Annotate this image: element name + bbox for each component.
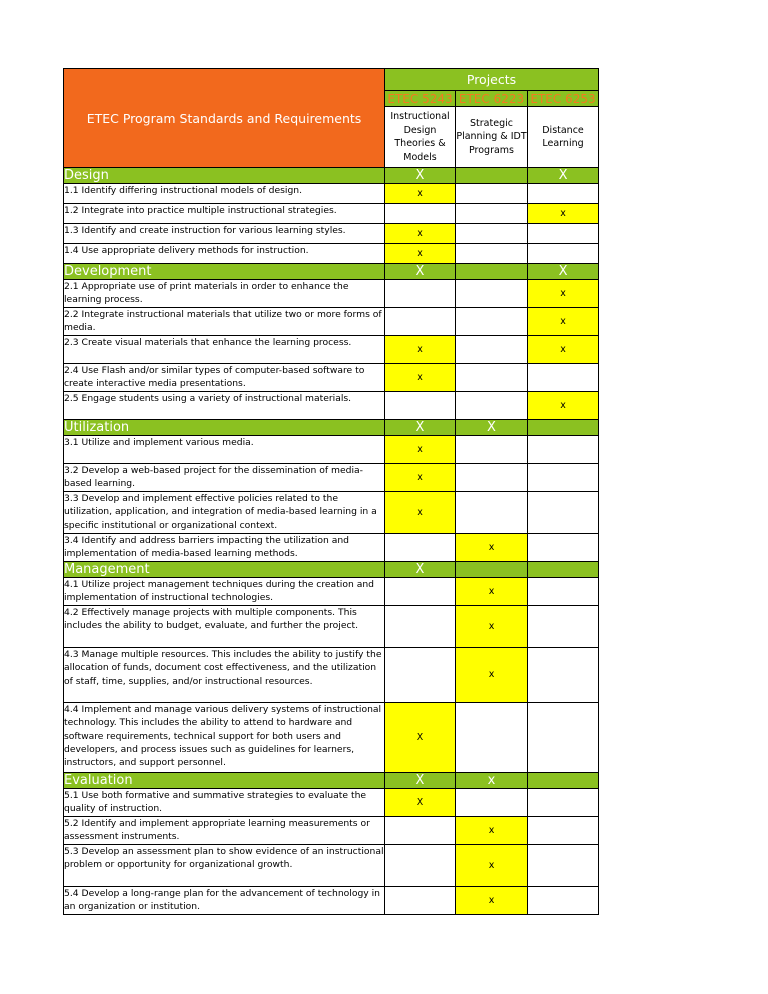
requirement-mark: x <box>456 577 528 605</box>
requirement-mark: x <box>456 534 528 562</box>
requirement-text: 3.3 Develop and implement effective policies related to the utilization, application, and integration of media-based learning in a specific institutional or organizational context. <box>64 492 385 534</box>
requirement-row <box>64 788 599 816</box>
requirement-mark: X <box>385 788 456 816</box>
section-title: Utilization <box>64 420 385 436</box>
section-mark: X <box>528 264 599 280</box>
section-row-evaluation <box>64 772 599 788</box>
section-mark: X <box>385 264 456 280</box>
requirement-mark <box>528 886 599 914</box>
requirement-mark <box>528 844 599 886</box>
requirement-mark <box>385 308 456 336</box>
course-name-etec-6253: Distance Learning <box>528 107 599 168</box>
standards-matrix-table <box>63 68 599 915</box>
requirement-mark <box>528 492 599 534</box>
section-mark <box>456 561 528 577</box>
requirement-mark <box>456 336 528 364</box>
section-mark <box>528 420 599 436</box>
requirement-row <box>64 184 599 204</box>
requirement-mark <box>385 605 456 647</box>
requirement-mark <box>385 280 456 308</box>
requirement-row <box>64 280 599 308</box>
requirement-mark <box>528 788 599 816</box>
requirement-mark <box>456 224 528 244</box>
requirement-text: 1.4 Use appropriate delivery methods for instruction. <box>64 244 385 264</box>
requirement-mark: x <box>385 364 456 392</box>
section-mark: X <box>528 168 599 184</box>
projects-header: Projects <box>385 69 599 91</box>
requirement-mark <box>456 184 528 204</box>
requirement-mark: x <box>385 224 456 244</box>
requirement-mark <box>528 647 599 702</box>
requirement-row <box>64 392 599 420</box>
section-mark <box>528 772 599 788</box>
requirement-mark: x <box>456 816 528 844</box>
requirement-text: 3.1 Utilize and implement various media. <box>64 436 385 464</box>
requirement-mark <box>456 244 528 264</box>
requirement-mark <box>528 605 599 647</box>
requirement-text: 4.1 Utilize project management techniques during the creation and implementation of instructional technologies. <box>64 577 385 605</box>
requirement-mark <box>528 224 599 244</box>
program-standards-title: ETEC Program Standards and Requirements <box>64 69 385 168</box>
requirement-text: 1.2 Integrate into practice multiple instructional strategies. <box>64 204 385 224</box>
section-mark: X <box>456 420 528 436</box>
requirement-mark <box>528 364 599 392</box>
requirement-mark <box>456 436 528 464</box>
requirement-mark <box>528 816 599 844</box>
requirement-mark <box>528 464 599 492</box>
requirement-row <box>64 492 599 534</box>
requirement-mark: x <box>528 204 599 224</box>
requirement-mark: x <box>385 336 456 364</box>
requirement-mark <box>528 577 599 605</box>
requirement-text: 2.2 Integrate instructional materials that utilize two or more forms of media. <box>64 308 385 336</box>
requirement-text: 4.3 Manage multiple resources. This includes the ability to justify the allocation of funds, document cost effectiveness, and the utilization of staff, time, supplies, and/or instructional resources. <box>64 647 385 702</box>
requirement-text: 2.4 Use Flash and/or similar types of computer-based software to create interactive media presentations. <box>64 364 385 392</box>
requirement-mark <box>456 702 528 772</box>
section-row-utilization <box>64 420 599 436</box>
requirement-row <box>64 886 599 914</box>
requirement-text: 1.3 Identify and create instruction for various learning styles. <box>64 224 385 244</box>
section-row-development <box>64 264 599 280</box>
requirement-mark <box>385 844 456 886</box>
section-mark: X <box>385 168 456 184</box>
section-row-management <box>64 561 599 577</box>
requirement-text: 5.1 Use both formative and summative strategies to evaluate the quality of instruction. <box>64 788 385 816</box>
requirement-mark <box>456 492 528 534</box>
requirement-mark <box>385 577 456 605</box>
requirement-row <box>64 702 599 772</box>
requirement-text: 1.1 Identify differing instructional models of design. <box>64 184 385 204</box>
requirement-mark <box>456 464 528 492</box>
requirement-mark: x <box>456 886 528 914</box>
requirement-mark <box>385 534 456 562</box>
requirement-mark: x <box>528 308 599 336</box>
requirement-row <box>64 204 599 224</box>
requirement-row <box>64 244 599 264</box>
requirement-mark: x <box>385 464 456 492</box>
requirement-mark: x <box>528 280 599 308</box>
requirement-mark: X <box>385 702 456 772</box>
requirement-row <box>64 647 599 702</box>
requirement-mark <box>385 392 456 420</box>
requirement-text: 4.2 Effectively manage projects with multiple components. This includes the ability to budget, evaluate, and further the project. <box>64 605 385 647</box>
requirement-mark <box>528 436 599 464</box>
requirement-mark <box>385 204 456 224</box>
requirement-row <box>64 224 599 244</box>
requirement-mark <box>456 364 528 392</box>
requirement-text: 2.3 Create visual materials that enhance the learning process. <box>64 336 385 364</box>
requirement-row <box>64 336 599 364</box>
requirement-row <box>64 816 599 844</box>
requirement-mark <box>385 647 456 702</box>
requirement-mark <box>456 788 528 816</box>
requirement-row <box>64 308 599 336</box>
requirement-mark <box>385 816 456 844</box>
requirement-mark <box>528 534 599 562</box>
requirement-text: 5.4 Develop a long-range plan for the advancement of technology in an organization or institution. <box>64 886 385 914</box>
requirement-text: 5.3 Develop an assessment plan to show evidence of an instructional problem or opportunity for organizational growth. <box>64 844 385 886</box>
requirement-row <box>64 534 599 562</box>
requirement-text: 4.4 Implement and manage various delivery systems of instructional technology. This includes the ability to attend to hardware and software requirements, technical support for both users and developers, and process issues such as guidelines for learners, instructors, and support personnel. <box>64 702 385 772</box>
requirement-text: 3.4 Identify and address barriers impacting the utilization and implementation of media-based learning methods. <box>64 534 385 562</box>
requirement-mark: x <box>385 436 456 464</box>
requirement-mark <box>456 308 528 336</box>
section-mark <box>528 561 599 577</box>
requirement-row <box>64 364 599 392</box>
section-mark: x <box>456 772 528 788</box>
requirement-mark: x <box>456 844 528 886</box>
requirement-mark: x <box>528 336 599 364</box>
section-mark: X <box>385 420 456 436</box>
requirement-row <box>64 577 599 605</box>
section-title: Development <box>64 264 385 280</box>
requirement-mark: x <box>385 184 456 204</box>
requirement-text: 5.2 Identify and implement appropriate learning measurements or assessment instruments. <box>64 816 385 844</box>
section-mark <box>456 264 528 280</box>
section-title: Management <box>64 561 385 577</box>
course-code-etec-5243: ETEC 5243 <box>385 91 456 107</box>
section-mark <box>456 168 528 184</box>
section-row-design <box>64 168 599 184</box>
section-mark: X <box>385 561 456 577</box>
requirement-mark <box>456 204 528 224</box>
requirement-row <box>64 844 599 886</box>
requirement-row <box>64 605 599 647</box>
requirement-text: 2.1 Appropriate use of print materials in order to enhance the learning process. <box>64 280 385 308</box>
requirement-mark <box>385 886 456 914</box>
requirement-mark <box>528 702 599 772</box>
requirement-mark: x <box>456 605 528 647</box>
section-title: Design <box>64 168 385 184</box>
course-name-etec-6223: Strategic Planning & IDT Programs <box>456 107 528 168</box>
matrix-body <box>64 69 599 915</box>
requirement-mark: x <box>385 492 456 534</box>
projects-header-row <box>64 69 599 91</box>
requirement-text: 2.5 Engage students using a variety of instructional materials. <box>64 392 385 420</box>
requirement-row <box>64 436 599 464</box>
requirement-mark <box>456 280 528 308</box>
requirement-mark <box>528 184 599 204</box>
requirement-mark <box>456 392 528 420</box>
section-title: Evaluation <box>64 772 385 788</box>
requirement-row <box>64 464 599 492</box>
requirement-mark: x <box>456 647 528 702</box>
requirement-text: 3.2 Develop a web-based project for the dissemination of media-based learning. <box>64 464 385 492</box>
section-mark: X <box>385 772 456 788</box>
requirement-mark: x <box>385 244 456 264</box>
course-code-etec-6223: ETEC 6223 <box>456 91 528 107</box>
course-code-etec-6253: ETEC 6253 <box>528 91 599 107</box>
requirement-mark: x <box>528 392 599 420</box>
requirement-mark <box>528 244 599 264</box>
course-name-etec-5243: Instructional Design Theories & Models <box>385 107 456 168</box>
